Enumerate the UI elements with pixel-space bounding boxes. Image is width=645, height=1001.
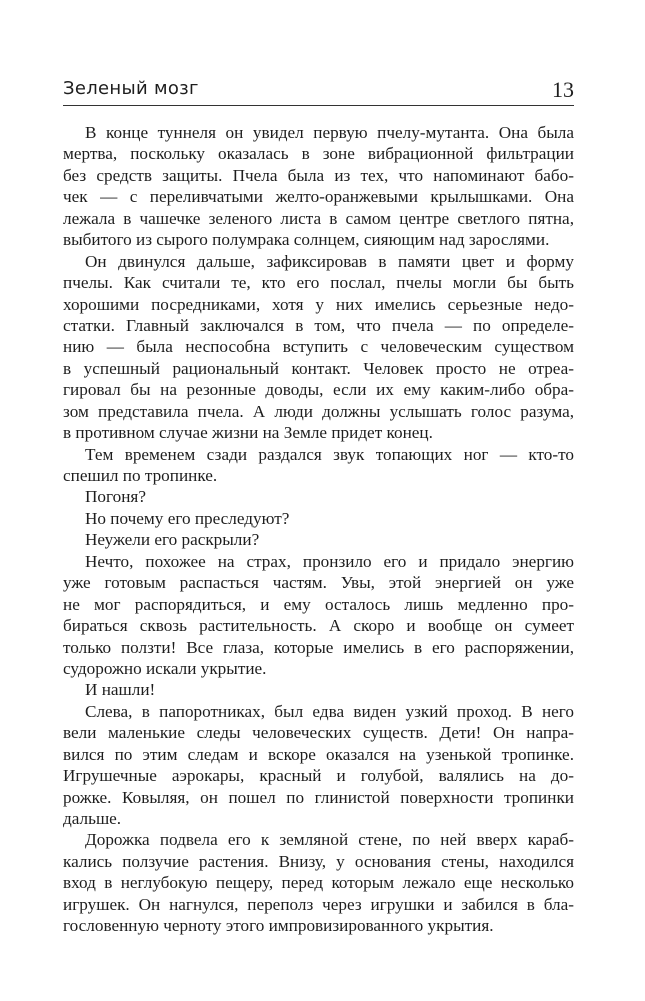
text-line: дальше. [63,809,122,828]
text-line: статки. Главный заключался в том, что пчела — по определе- [63,315,574,335]
text-line: Но почему его преследуют? [85,508,290,528]
text-line: вход в неглубокую пещеру, перед которым лежало еще несколько [63,873,574,893]
text-line: Нечто, похожее на страх, пронзило его и придало энергию [85,551,574,571]
text-line: Игрушечные аэрокары, красный и голубой, валялись на до- [63,766,574,786]
text-line: В конце туннеля он увидел первую пчелу-мутанта. Она была [85,123,574,142]
text-line: Погоня? [85,487,146,507]
running-title: Зеленый мозг [63,78,199,99]
text-line: бираться сквозь растительность. А скоро и вообще он сумеет [63,616,574,636]
paragraph [63,551,574,680]
text-line: вился по этим следам и вскоре оказался на узенькой тропинке. [63,744,574,764]
text-line: только ползти! Все глаза, которые имелись в его распоряжении, [63,637,574,657]
paragraph [63,508,574,529]
text-line: лежала в чашечке зеленого листа в самом центре светлого пятна, [63,208,574,228]
text-line: рожке. Ковыляя, он пошел по глинистой поверхности тропинки [63,787,574,807]
text-line: Тем временем сзади раздался звук топающих ног — кто-то [85,444,574,464]
text-line: мертва, поскольку оказалась в зоне вибрационной фильтрации [63,144,574,164]
text-line: игрушек. Он нагнулся, переполз через игрушки и забился в бла- [63,894,574,914]
page-number: 13 [552,77,574,102]
paragraph [63,122,574,251]
paragraph [63,444,574,487]
text-line: уже готовым распасться частям. Увы, этой энергией он уже [63,573,574,593]
text-line: без средств защиты. Пчела была из тех, что напоминают бабо- [63,165,574,185]
text-line: не мог распорядиться, и ему осталось лишь медленно про- [63,594,574,614]
paragraph [63,701,574,830]
paragraph [63,679,574,700]
paragraph [63,486,574,507]
text-line: Он двинулся дальше, зафиксировав в памяти цвет и форму [85,251,574,271]
paragraph [63,829,574,936]
text-line: гословенную черноту этого импровизированного укрытия. [63,916,494,936]
text-line: вели маленькие следы человеческих существ. Дети! Он напра- [63,723,574,743]
page-body-text [63,122,574,937]
text-line: И нашли! [85,680,156,700]
text-line: кались ползучие растения. Внизу, у основания стены, находился [63,851,574,871]
text-line: нию — была неспособна вступить с человеческим существом [63,337,574,357]
text-line: в успешный рациональный контакт. Человек просто не отреа- [63,358,574,378]
paragraph [63,251,574,444]
running-header [63,78,574,106]
text-line: чек — с переливчатыми желто-оранжевыми крылышками. Она [63,187,574,207]
text-line: Неужели его раскрыли? [85,530,260,550]
text-line: зом представила пчела. А люди должны услышать голос разума, [63,401,574,421]
text-line: Дорожка подвела его к земляной стене, по ней вверх караб- [85,830,574,850]
text-line: Слева, в папоротниках, был едва виден узкий проход. В него [85,701,574,721]
text-line: пчелы. Как считали те, кто его послал, пчелы могли бы быть [63,273,574,293]
text-line: спешил по тропинке. [63,466,218,485]
text-line: хорошими посредниками, хотя у них имелись серьезные недо- [63,294,574,314]
text-line: судорожно искали укрытие. [63,658,267,678]
text-line: гировал бы на резонные доводы, если их ему каким-либо обра- [63,380,574,400]
text-line: выбитого из сырого полумрака солнцем, сияющим над зарослями. [63,230,550,250]
paragraph [63,529,574,550]
text-line: в противном случае жизни на Земле придет конец. [63,423,433,443]
